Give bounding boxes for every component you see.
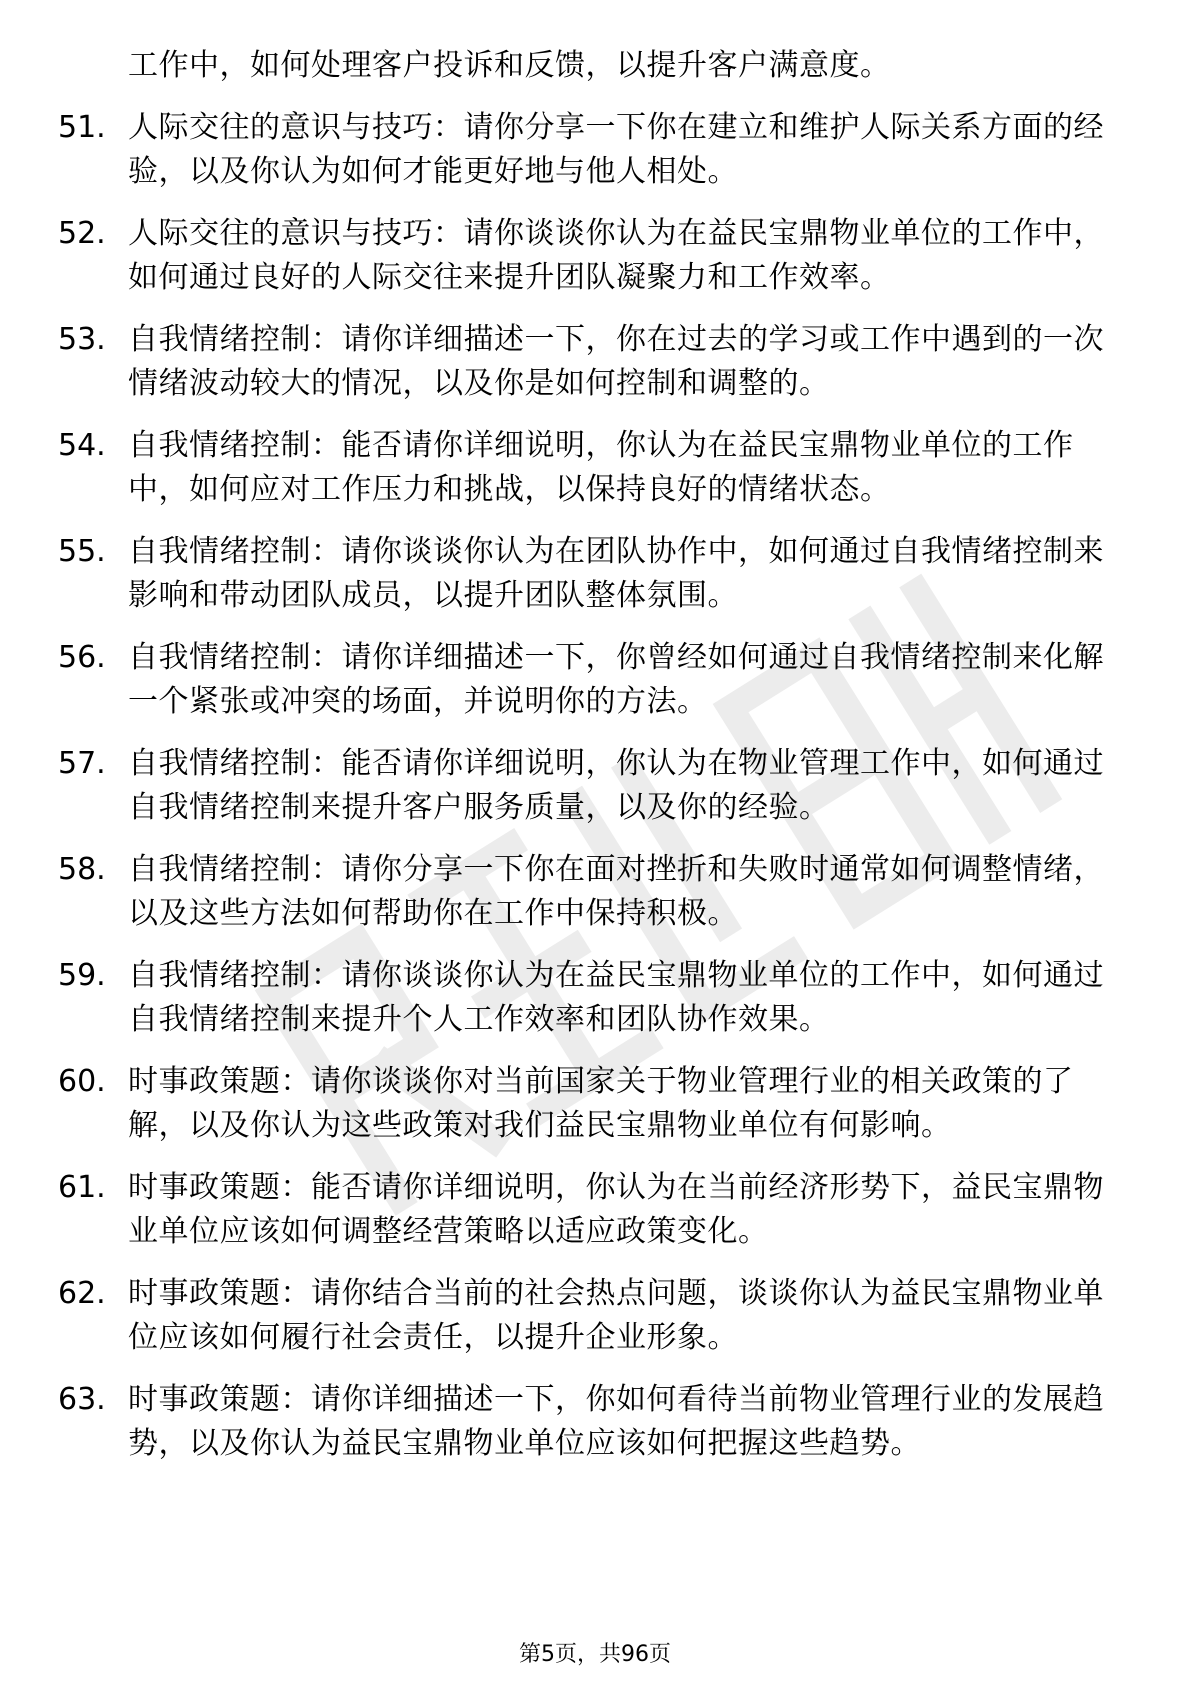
item-text: 自我情绪控制：请你谈谈你认为在益民宝鼎物业单位的工作中，如何通过自我情绪控制来提升个人工作效率和团队协作效果。 [128, 958, 1104, 1037]
item-number: 54. [58, 428, 106, 463]
item-text: 人际交往的意识与技巧：请你分享一下你在建立和维护人际关系方面的经验，以及你认为如何才能更好地与他人相处。 [128, 110, 1104, 189]
item-text: 自我情绪控制：请你详细描述一下，你曾经如何通过自我情绪控制来化解一个紧张或冲突的场面，并说明你的方法。 [128, 640, 1104, 719]
item-text: 时事政策题：请你结合当前的社会热点问题，谈谈你认为益民宝鼎物业单位应该如何履行社会责任，以提升企业形象。 [128, 1276, 1104, 1355]
question-list [58, 44, 1118, 1484]
item-number: 60. [58, 1064, 106, 1099]
list-item [58, 212, 1118, 300]
list-item [58, 530, 1118, 618]
item-number: 56. [58, 640, 106, 675]
item-number: 63. [58, 1382, 106, 1417]
list-item [58, 848, 1118, 936]
item-text: 自我情绪控制：请你谈谈你认为在团队协作中，如何通过自我情绪控制来影响和带动团队成员，以提升团队整体氛围。 [128, 534, 1104, 613]
list-item-continuation [58, 44, 1118, 88]
item-number: 55. [58, 534, 106, 569]
item-text: 自我情绪控制：请你详细描述一下，你在过去的学习或工作中遇到的一次情绪波动较大的情况，以及你是如何控制和调整的。 [128, 322, 1104, 401]
item-number: 52. [58, 216, 106, 251]
item-number: 62. [58, 1276, 106, 1311]
list-item [58, 1166, 1118, 1254]
list-item [58, 636, 1118, 724]
item-number: 61. [58, 1170, 106, 1205]
list-item [58, 1378, 1118, 1466]
item-number: 53. [58, 322, 106, 357]
list-item [58, 1272, 1118, 1360]
item-text: 时事政策题：能否请你详细说明，你认为在当前经济形势下，益民宝鼎物业单位应该如何调整经营策略以适应政策变化。 [128, 1170, 1104, 1249]
page-footer: 第5页，共96页 [519, 1642, 671, 1667]
list-item [58, 318, 1118, 406]
list-item [58, 742, 1118, 830]
item-number: 58. [58, 852, 106, 887]
list-item [58, 424, 1118, 512]
item-text: 时事政策题：请你详细描述一下，你如何看待当前物业管理行业的发展趋势，以及你认为益民宝鼎物业单位应该如何把握这些趋势。 [128, 1382, 1104, 1461]
list-item [58, 106, 1118, 194]
list-item [58, 954, 1118, 1042]
item-text: 人际交往的意识与技巧：请你谈谈你认为在益民宝鼎物业单位的工作中，如何通过良好的人际交往来提升团队凝聚力和工作效率。 [128, 216, 1104, 295]
item-number: 51. [58, 110, 106, 145]
item-text: 工作中，如何处理客户投诉和反馈，以提升客户满意度。 [128, 48, 891, 83]
item-number: 59. [58, 958, 106, 993]
list-item [58, 1060, 1118, 1148]
item-text: 时事政策题：请你谈谈你对当前国家关于物业管理行业的相关政策的了解，以及你认为这些政策对我们益民宝鼎物业单位有何影响。 [128, 1064, 1074, 1143]
item-text: 自我情绪控制：请你分享一下你在面对挫折和失败时通常如何调整情绪，以及这些方法如何帮助你在工作中保持积极。 [128, 852, 1104, 931]
item-number: 57. [58, 746, 106, 781]
item-text: 自我情绪控制：能否请你详细说明，你认为在物业管理工作中，如何通过自我情绪控制来提升客户服务质量，以及你的经验。 [128, 746, 1104, 825]
item-text: 自我情绪控制：能否请你详细说明，你认为在益民宝鼎物业单位的工作中，如何应对工作压力和挑战，以保持良好的情绪状态。 [128, 428, 1074, 507]
